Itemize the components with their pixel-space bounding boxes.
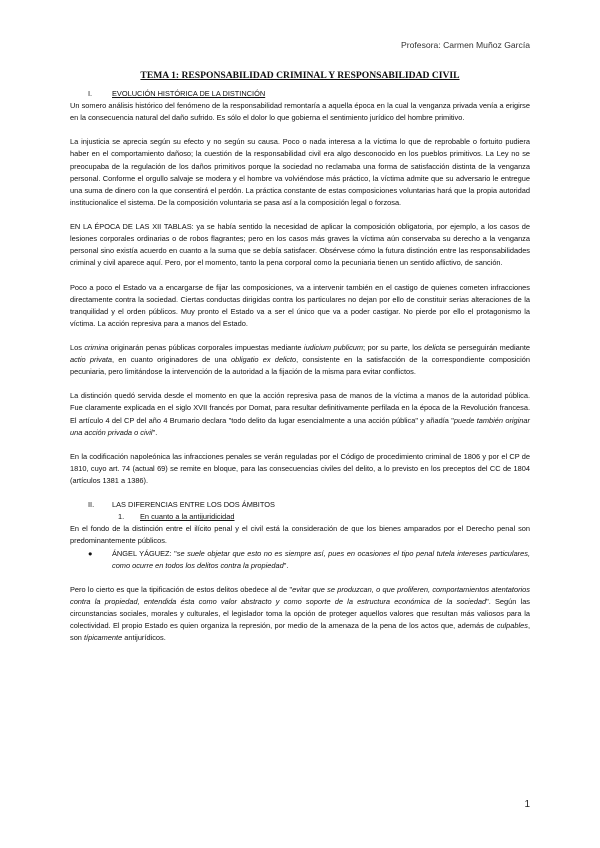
text-run: , consistente en la satisfacción de la correspondiente composición pecuniaria, pero limitándose la intervención de la autoridad a la fijación de la misma para evitar conflictos. (70, 355, 530, 377)
text-run: ÁNGEL YÁGUEZ: " (112, 548, 177, 558)
quote: se suele objetar que esto no es siempre así, pues en ocasiones el tipo penal tutela intereses particulares, como ocurre en todos los delitos contra la propiedad (112, 548, 530, 570)
bullet-dot-icon: ● (88, 548, 93, 558)
page-number: 1 (524, 799, 530, 810)
text-run: antijurídicos. (122, 633, 166, 643)
paragraph-7: En la codificación napoleónica las infracciones penales se verán reguladas por el Código de procedimiento criminal de 1806 y por el CP de 1810, cuyo art. 74 (actual 69) se remite en bloque, para las consecuencias civiles del delito, a lo previsto en los preceptos del CC de 1804 (artículos 1381 a 1386). (70, 451, 530, 485)
section-heading-2 (70, 499, 530, 511)
paragraph-6 (70, 390, 530, 438)
section-heading-1 (70, 88, 530, 100)
latin-term: obligatio ex delicto (231, 355, 297, 365)
paragraph-2: La injusticia se aprecia según su efecto y no según su causa. Poco o nada interesa a la víctima lo que de reprobable o fortuito pudiera haber en el comportamiento dañoso; la cuestión de la responsabilidad civil era algo desconocido en los pueblos primitivos. La Ley no se preocupaba de la regulación de los daños primitivos porque la sociedad no reclamaba una forma de satisfacción distinta de la venganza personal. Conforme el orgullo salvaje se modera y el hombre va volviéndose más práctico, la víctima admite que su adversario le entregue una suma de dinero con la que consentirá el perdón. La práctica constante de estas composiciones voluntarias hará que la propia autoridad institucionalice el sistema. De la composición voluntaria se pasa así a la composición legal o forzosa. (70, 137, 530, 207)
section-number: I. (88, 89, 93, 98)
section-number: II. (88, 500, 95, 510)
document-body (70, 88, 530, 656)
section-title: LAS DIFERENCIAS ENTRE LOS DOS ÁMBITOS (112, 500, 275, 510)
quote: evitar que se produzcan, o que proliferen, comportamientos atentatorios contra la propiedad, entendida ésta como valor abstracto y como soporte de la estructura económica de la sociedad (70, 584, 530, 606)
text-run: Pero lo cierto es que la tipificación de estos delitos obedece al de " (70, 584, 293, 594)
latin-term: actio privata (70, 355, 113, 365)
latin-term: iudicium publicum (303, 342, 364, 352)
text-run: , en cuanto originadores de una (112, 355, 232, 365)
bullet-text (112, 548, 530, 572)
text-run: se perseguirán mediante (445, 342, 531, 352)
page-header-author: Profesora: Carmen Muñoz García (401, 40, 530, 50)
text-run: ; por su parte, los (363, 342, 425, 352)
text-run: , son (70, 621, 530, 643)
latin-term: delicta (424, 342, 446, 352)
section-title: EVOLUCIÓN HISTÓRICA DE LA DISTINCIÓN (112, 89, 266, 98)
text-run: ". (283, 560, 289, 570)
subsection-heading (70, 511, 530, 523)
paragraph-5 (70, 342, 530, 378)
paragraph-1: Un somero análisis histórico del fenómeno de la responsabilidad remontaría a aquella época en la cual la venganza privada venía a erigirse en la consecuencia natural del daño sufrido. Es sólo el dolor lo que gobierna el sentimiento jurídico del hombre primitivo. (70, 101, 530, 123)
text-run: originarán penas públicas corporales impuestas mediante (108, 342, 304, 352)
paragraph-9 (70, 584, 530, 644)
emphasis: típicamente (83, 633, 123, 643)
subsection-number: 1. (118, 512, 125, 522)
text-run: ". (152, 427, 158, 437)
latin-term: crimina (84, 342, 109, 352)
emphasis: culpables (496, 621, 528, 631)
bullet-item (70, 548, 530, 572)
quote: puede también originar una acción privada o civil (70, 415, 530, 437)
subsection-title: En cuanto a la antijuridicidad (140, 512, 235, 522)
text-run: La distinción quedó servida desde el momento en que la acción represiva pasa de manos de la víctima a manos de la autoridad pública. Fue claramente explicada en el siglo XVII francés por Domat, para resultar definitivamente perfilada en la época de la Revolución francesa. El artículo 4 del CP del año 4 Brumario declara "todo delito da lugar esencialmente a una acción pública" y añadía " (70, 391, 530, 425)
document-title: TEMA 1: RESPONSABILIDAD CRIMINAL Y RESPONSABILIDAD CIVIL (140, 70, 460, 81)
text-run: ". Según las circunstancias sociales, morales y culturales, el legislador toma la opción de proteger aquellos valores que resultan más valiosos para la colectividad. El propio Estado es quien organiza la represión, por medio de la amenaza de la pena de los actos que, además de (70, 596, 531, 631)
paragraph-8: En el fondo de la distinción entre el ilícito penal y el civil está la consideración de que los bienes amparados por el Derecho penal son predominantemente públicos. (70, 524, 530, 546)
paragraph-4: Poco a poco el Estado va a encargarse de fijar las composiciones, va a intervenir también en el castigo de quienes cometen infracciones directamente contra la sociedad. Ciertas conductas dirigidas contra los particulares no dejan por ello de constituir serias alteraciones de la tranquilidad y el orden públicos. Muy pronto el Estado va a ser el único que va a poder castigar. No pierde por ello el protagonismo la víctima. La acción represiva para a manos del Estado. (70, 282, 530, 328)
text-run: Los (70, 342, 85, 352)
paragraph-3: EN LA ÉPOCA DE LAS XII TABLAS: ya se había sentido la necesidad de aplicar la composición obligatoria, por ejemplo, a los casos de lesiones corporales ordinarias o de robos flagrantes; pero en los casos más graves la víctima aún conservaba su derecho a la venganza personal sino existía acuerdo en cuanto a la suma que se debía satisfacer. Obsérvese cómo la futura distinción entre las responsabilidades criminal y civil aparece aquí. Pero, por el momento, tanto la pena corporal como la pecuniaria tienen un sentido aflictivo, de sanción. (70, 222, 530, 268)
